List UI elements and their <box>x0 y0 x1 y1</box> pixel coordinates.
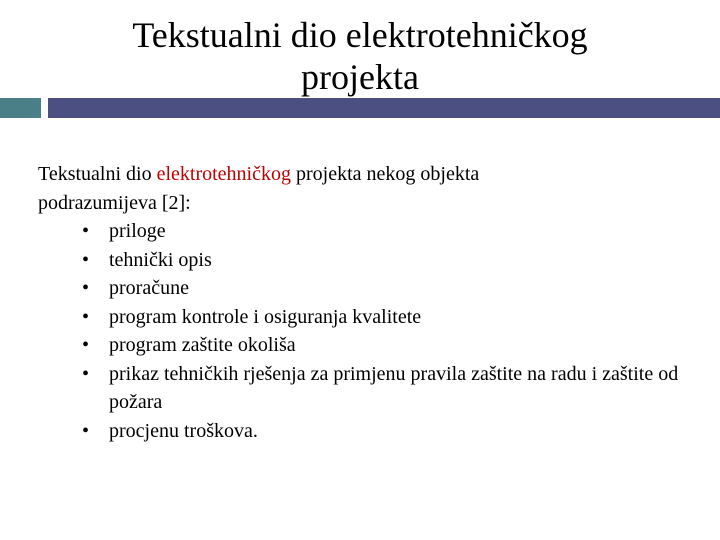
list-item-text: program zaštite okoliša <box>109 334 296 356</box>
bullet-icon: • <box>82 248 90 271</box>
slide-body <box>38 160 698 445</box>
intro-highlight-term: elektrotehničkog <box>156 163 291 185</box>
list-item <box>38 331 698 360</box>
list-item <box>38 417 698 446</box>
intro-text-after: projekta nekog objekta <box>291 163 480 185</box>
bullet-icon: • <box>82 277 90 299</box>
list-item <box>38 217 698 246</box>
list-item <box>38 274 698 303</box>
intro-paragraph <box>38 160 698 217</box>
intro-text-before: Tekstualni dio <box>38 163 157 185</box>
title-underline-bar <box>0 98 720 118</box>
list-item <box>38 360 698 417</box>
slide-title <box>40 14 680 98</box>
bullet-icon: • <box>82 305 90 328</box>
list-item-text: tehnički opis <box>109 248 212 271</box>
title-bar-square <box>0 98 41 118</box>
bullet-list <box>38 217 698 445</box>
intro-line-1 <box>38 160 698 189</box>
list-item-text: proračune <box>109 277 189 299</box>
list-item <box>38 303 698 332</box>
list-item-text: priloge <box>109 220 166 242</box>
bullet-icon: • <box>82 220 90 242</box>
list-item-text: procjenu troškova. <box>109 419 258 442</box>
intro-line-2: podrazumijeva [2]: <box>38 191 191 214</box>
bullet-icon: • <box>82 419 90 442</box>
bullet-icon: • <box>82 362 90 385</box>
title-bar-line <box>48 98 720 118</box>
list-item-text: prikaz tehničkih rješenja za primjenu pravila zaštite na radu i zaštite od požara <box>109 362 679 413</box>
slide-title-line-2: projekta <box>301 57 419 97</box>
slide-title-line-1: Tekstualni dio elektrotehničkog <box>132 15 588 55</box>
list-item-text: program kontrole i osiguranja kvalitete <box>109 305 422 328</box>
list-item <box>38 246 698 275</box>
bullet-icon: • <box>82 334 90 356</box>
